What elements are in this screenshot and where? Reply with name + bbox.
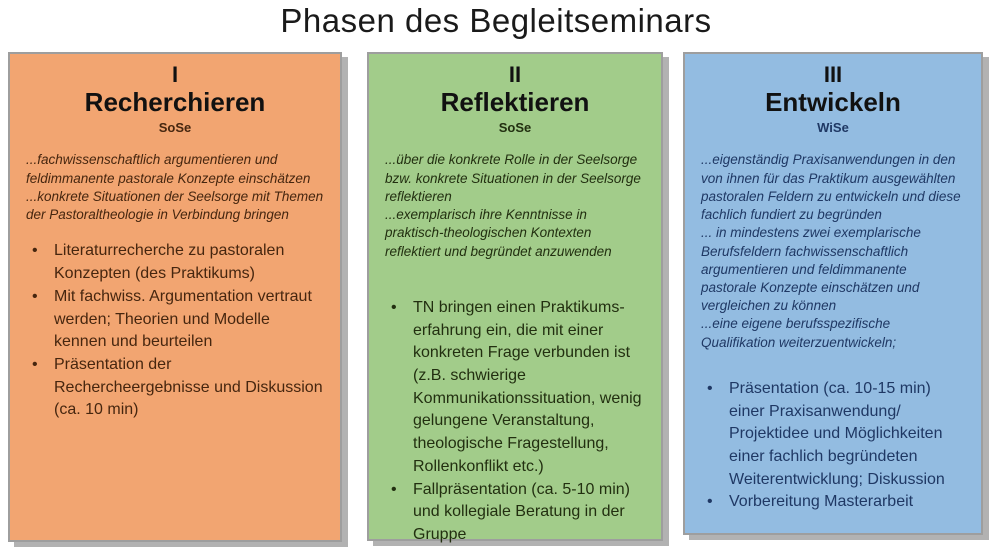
semester-label: WiSe — [817, 120, 849, 136]
panel-header — [385, 62, 645, 135]
intro-line: ...eine eigene berufsspezifische Qualifikation weiterzuentwickeln; — [701, 316, 897, 350]
phase-heading: Reflektieren — [440, 87, 590, 118]
intro-text — [385, 151, 645, 260]
panel-header — [26, 62, 324, 135]
phase-numeral: II — [508, 62, 522, 87]
phase-panel-entwickeln — [683, 52, 983, 535]
bullet-item: • Fallpräsentation (ca. 5-10 min) und kollegiale Beratung in der Gruppe — [385, 479, 645, 547]
intro-line: ...eigenständig Praxisanwendungen in den von ihnen für das Praktikum ausgewählten pastoralen Feldern zu entwickeln und diese fachlich fundiert zu begründen — [701, 152, 961, 223]
phase-panel-reflektieren — [367, 52, 663, 541]
phase-panel-recherchieren — [8, 52, 342, 542]
bullet-item: • Mit fachwiss. Argumentation vertraut werden; Theorien und Modelle kennen und beurteilen — [26, 286, 324, 354]
intro-line: ...fachwissenschaftlich argumentieren und feldimmanente pastorale Konzepte einschätzen — [26, 152, 311, 186]
bullet-item: • Präsentation der Rechercheergebnisse und Diskussion (ca. 10 min) — [26, 354, 324, 422]
intro-line: ...über die konkrete Rolle in der Seelsorge bzw. konkrete Situationen in der Seelsorge reflektieren — [385, 152, 641, 204]
phase-heading: Entwickeln — [765, 87, 901, 118]
bullet-item: • Literaturrecherche zu pastoralen Konzepten (des Praktikums) — [26, 240, 324, 285]
intro-text — [26, 151, 324, 224]
bullet-item: • TN bringen einen Praktikums-erfahrung ein, die mit einer konkreten Frage verbunden ist (z.B. schwierige Kommunikationssituation, wenig gelungene Veranstaltung, theologische Fragestellung, Rollenkonflikt etc.) — [385, 297, 645, 479]
intro-line: ... in mindestens zwei exemplarische Berufsfeldern fachwissenschaftlich argumentieren und feldimmanente pastorale Konzepte einschätzen und vergleichen zu können — [701, 225, 921, 314]
bullet-list — [701, 378, 965, 514]
phase-numeral: III — [823, 62, 843, 87]
bullet-list — [26, 240, 324, 422]
bullet-list — [385, 297, 645, 547]
intro-text — [701, 151, 965, 351]
bullet-item: • Vorbereitung Masterarbeit — [701, 491, 965, 514]
phase-numeral: I — [171, 62, 179, 87]
panel-header — [701, 62, 965, 135]
phase-heading: Recherchieren — [84, 87, 266, 118]
semester-label: SoSe — [158, 120, 192, 136]
intro-line: ...exemplarisch ihre Kenntnisse in praktisch-theologischen Kontexten reflektiert und begründet anzuwenden — [385, 207, 612, 259]
intro-line: ...konkrete Situationen der Seelsorge mit Themen der Pastoraltheologie in Verbindung bringen — [26, 188, 324, 223]
slide-title: Phasen des Begleitseminars — [280, 2, 712, 39]
bullet-item: • Präsentation (ca. 10-15 min) einer Praxisanwendung/ Projektidee und Möglichkeiten einer fachlich begründeten Weiterentwicklung; Diskussion — [701, 378, 965, 492]
semester-label: SoSe — [498, 120, 532, 136]
